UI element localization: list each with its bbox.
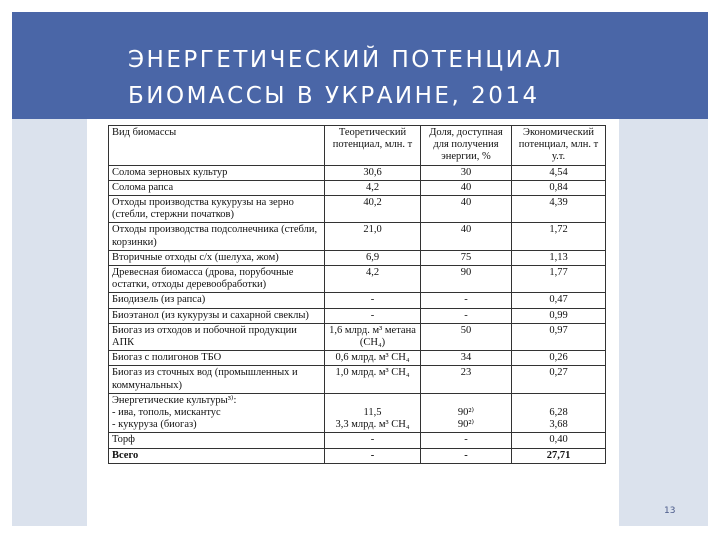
theoretical-cell: 6,9 — [325, 250, 421, 265]
theoretical-cell: 40,2 — [325, 196, 421, 223]
table-row — [109, 323, 606, 350]
economic-cell: 1,13 — [512, 250, 606, 265]
share-cell: 23 — [421, 366, 512, 393]
left-decor-band — [12, 119, 87, 526]
theoretical-cell: 4,2 — [325, 180, 421, 195]
slide-title — [128, 42, 563, 114]
share-cell: 90 — [421, 266, 512, 293]
table-row — [109, 393, 606, 433]
economic-cell: 0,26 — [512, 351, 606, 366]
total-label-cell: Всего — [109, 448, 325, 463]
table-row — [109, 433, 606, 448]
share-cell: 30 — [421, 165, 512, 180]
theoretical-cell: 21,0 — [325, 223, 421, 250]
theoretical-cell: 11,5 3,3 млрд. м³ CH₄ — [325, 393, 421, 433]
economic-cell: 0,27 — [512, 366, 606, 393]
biomass-type-cell: Энергетические культуры³⁾: - ива, тополь, мискантус - кукуруза (биогаз) — [109, 393, 325, 433]
share-cell: 90²⁾ 90²⁾ — [421, 393, 512, 433]
table-row — [109, 351, 606, 366]
header-theoretical: Теоретический потенциал, млн. т — [325, 126, 421, 166]
theoretical-cell: - — [325, 308, 421, 323]
theoretical-cell: 30,6 — [325, 165, 421, 180]
slide-title-line-1: ЭНЕРГЕТИЧЕСКИЙ ПОТЕНЦИАЛ — [128, 47, 564, 73]
biomass-type-cell: Вторичные отходы с/х (шелуха, жом) — [109, 250, 325, 265]
economic-cell: 1,77 — [512, 266, 606, 293]
share-cell: 50 — [421, 323, 512, 350]
table-row — [109, 165, 606, 180]
header-share: Доля, доступная для получения энергии, % — [421, 126, 512, 166]
table-header-row — [109, 126, 606, 166]
share-cell: 34 — [421, 351, 512, 366]
total-row — [109, 448, 606, 463]
share-cell: 40 — [421, 223, 512, 250]
economic-cell: 0,99 — [512, 308, 606, 323]
table-row — [109, 366, 606, 393]
total-theoretical-cell: - — [325, 448, 421, 463]
theoretical-cell: 4,2 — [325, 266, 421, 293]
share-cell: 75 — [421, 250, 512, 265]
share-cell: 40 — [421, 180, 512, 195]
table-row — [109, 223, 606, 250]
share-cell: - — [421, 293, 512, 308]
economic-cell: 0,47 — [512, 293, 606, 308]
title-banner — [12, 12, 708, 119]
table-row — [109, 308, 606, 323]
slide-title-line-2: БИОМАССЫ В УКРАИНЕ, 2014 — [128, 83, 540, 109]
header-biomass-type: Вид биомассы — [109, 126, 325, 166]
header-economic: Экономический потенциал, млн. т у.т. — [512, 126, 606, 166]
biomass-type-cell: Солома зерновых культур — [109, 165, 325, 180]
table-row — [109, 250, 606, 265]
theoretical-cell: 1,6 млрд. м³ метана (CH₄) — [325, 323, 421, 350]
table-area — [87, 119, 619, 526]
biomass-type-cell: Солома рапса — [109, 180, 325, 195]
economic-cell: 1,72 — [512, 223, 606, 250]
total-share-cell: - — [421, 448, 512, 463]
theoretical-cell: 0,6 млрд. м³ CH₄ — [325, 351, 421, 366]
table-row — [109, 293, 606, 308]
economic-cell: 0,97 — [512, 323, 606, 350]
biomass-type-cell: Биодизель (из рапса) — [109, 293, 325, 308]
economic-cell: 6,28 3,68 — [512, 393, 606, 433]
economic-cell: 4,54 — [512, 165, 606, 180]
biomass-type-cell: Отходы производства кукурузы на зерно (стебли, стержни початков) — [109, 196, 325, 223]
share-cell: - — [421, 433, 512, 448]
biomass-type-cell: Биогаз из отходов и побочной продукции АПК — [109, 323, 325, 350]
theoretical-cell: - — [325, 433, 421, 448]
total-economic-cell: 27,71 — [512, 448, 606, 463]
right-decor-band — [619, 119, 708, 526]
biomass-type-cell: Биогаз с полигонов ТБО — [109, 351, 325, 366]
biomass-type-cell: Биоэтанол (из кукурузы и сахарной свеклы) — [109, 308, 325, 323]
table-row — [109, 266, 606, 293]
biomass-table — [108, 125, 606, 464]
table-row — [109, 180, 606, 195]
economic-cell: 0,84 — [512, 180, 606, 195]
theoretical-cell: - — [325, 293, 421, 308]
economic-cell: 0,40 — [512, 433, 606, 448]
biomass-type-cell: Биогаз из сточных вод (промышленных и коммунальных) — [109, 366, 325, 393]
share-cell: - — [421, 308, 512, 323]
table-body — [109, 165, 606, 463]
theoretical-cell: 1,0 млрд. м³ CH₄ — [325, 366, 421, 393]
biomass-type-cell: Отходы производства подсолнечника (стебли, корзинки) — [109, 223, 325, 250]
share-cell: 40 — [421, 196, 512, 223]
table-row — [109, 196, 606, 223]
biomass-type-cell: Торф — [109, 433, 325, 448]
page-number: 13 — [664, 506, 676, 516]
biomass-type-cell: Древесная биомасса (дрова, порубочные остатки, отходы деревообработки) — [109, 266, 325, 293]
economic-cell: 4,39 — [512, 196, 606, 223]
